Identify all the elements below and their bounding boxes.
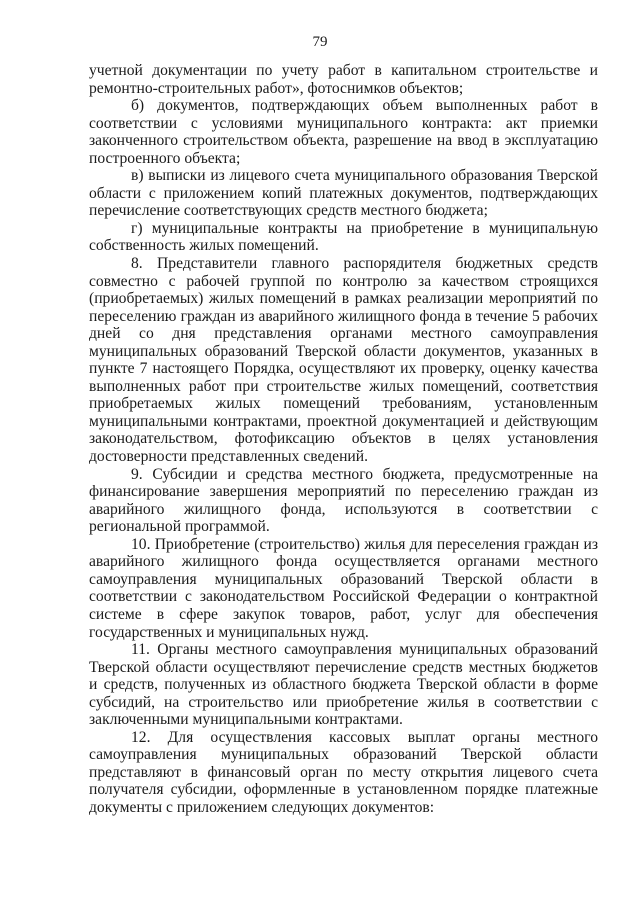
- paragraph-item-g: г) муниципальные контракты на приобретение в муниципальную собственность жилых помещений.: [89, 219, 598, 255]
- document-body: [89, 62, 598, 817]
- paragraph-clause-8: 8. Представители главного распорядителя бюджетных средств совместно с рабочей группой по контролю за качеством строящихся (приобретаемых) жилых помещений в рамках реализации мероприятий по переселению граждан из аварийного жилищного фонда в течение 5 рабочих дней со дня представления органами местного самоуправления муниципальных образований Тверской области документов, указанных в пункте 7 настоящего Порядка, осуществляют их проверку, оценку качества выполненных работ при строительстве жилых помещений, соответствия приобретаемых жилых помещений требованиям, установленным муниципальными контрактами, проектной документацией и действующим законодательством, фотофиксацию объектов в целях установления достоверности представленных сведений.: [89, 255, 598, 466]
- paragraph-continuation: учетной документации по учету работ в капитальном строительстве и ремонтно-строительных работ», фотоснимков объектов;: [89, 62, 598, 97]
- page-number: 79: [312, 34, 328, 50]
- paragraph-clause-9: 9. Субсидии и средства местного бюджета, предусмотренные на финансирование завершения мероприятий по переселению граждан из аварийного жилищного фонда, используются в соответствии с региональной программой.: [89, 465, 598, 536]
- paragraph-clause-10: 10. Приобретение (строительство) жилья для переселения граждан из аварийного жилищного фонда осуществляется органами местного самоуправления муниципальных образований Тверской области в соответствии с законодательством Российской Федерации о контрактной системе в сфере закупок товаров, работ, услуг для обеспечения государственных и муниципальных нужд.: [89, 535, 598, 641]
- paragraph-clause-11: 11. Органы местного самоуправления муниципальных образований Тверской области осуществляют перечисление средств местных бюджетов и средств, полученных из областного бюджета Тверской области в форме субсидий, на строительство или приобретение жилья в соответствии с заключенными муниципальными контрактами.: [89, 641, 598, 729]
- paragraph-clause-12: 12. Для осуществления кассовых выплат органы местного самоуправления муниципальных образований Тверской области представляют в финансовый орган по месту открытия лицевого счета получателя субсидии, оформленные в установленном порядке платежные документы с приложением следующих документов:: [89, 728, 598, 816]
- paragraph-item-v: в) выписки из лицевого счета муниципального образования Тверской области с приложением копий платежных документов, подтверждающих перечисление соответствующих средств местного бюджета;: [89, 167, 598, 220]
- paragraph-item-b: б) документов, подтверждающих объем выполненных работ в соответствии с условиями муниципального контракта: акт приемки законченного строительством объекта, разрешение на ввод в эксплуатацию построенного объекта;: [89, 97, 598, 167]
